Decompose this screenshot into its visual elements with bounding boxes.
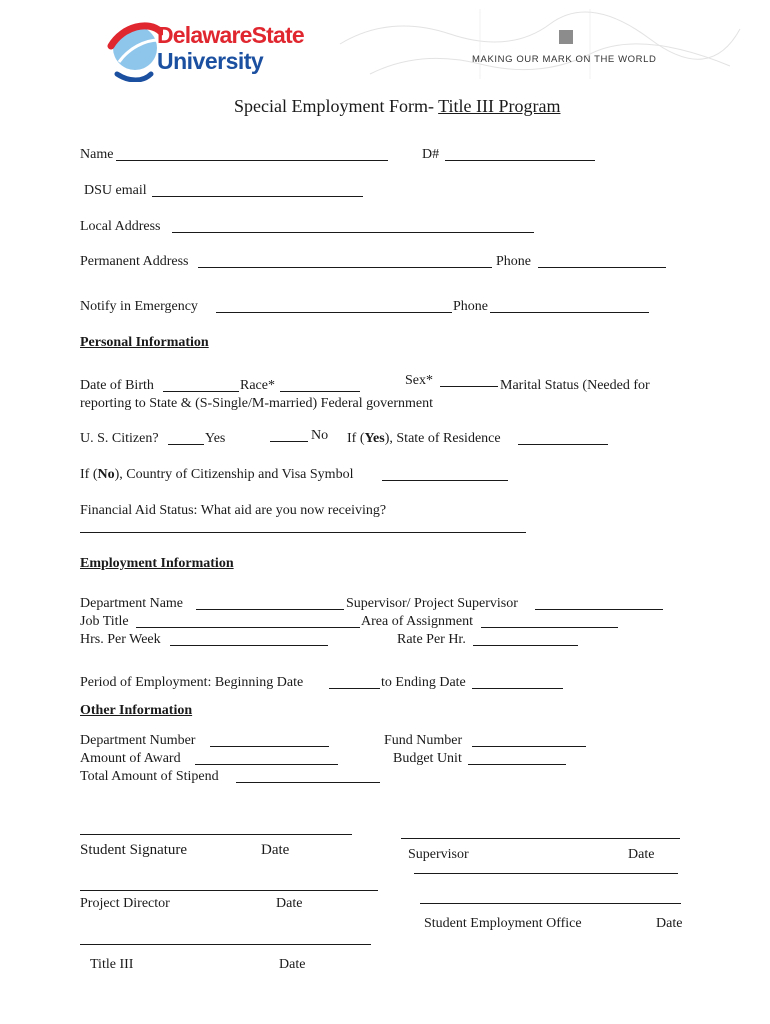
period-label: Period of Employment: Beginning Date xyxy=(80,675,304,690)
area-assignment-label: Area of Assignment xyxy=(361,614,473,629)
student-signature-label: Student Signature xyxy=(80,842,188,858)
ending-date-label: to Ending Date xyxy=(381,675,466,690)
race-label: Race* xyxy=(240,378,275,393)
logo-line-2: University xyxy=(157,48,264,74)
phone-field[interactable] xyxy=(538,267,666,268)
d-number-field[interactable] xyxy=(445,160,595,161)
project-director-label: Project Director xyxy=(80,896,170,911)
title-iii-label: Title III xyxy=(90,957,134,972)
supervisor-signature-label: Supervisor xyxy=(408,847,469,862)
decorative-square xyxy=(559,30,573,44)
marital-status-label: Marital Status (Needed for xyxy=(500,378,650,393)
department-name-field[interactable] xyxy=(196,609,344,610)
amount-award-label: Amount of Award xyxy=(80,751,181,766)
total-stipend-field[interactable] xyxy=(236,782,380,783)
student-signature-date-label: Date xyxy=(261,842,290,858)
race-field[interactable] xyxy=(280,391,360,392)
sex-field[interactable] xyxy=(440,386,498,387)
supervisor-label: Supervisor/ Project Supervisor xyxy=(346,596,518,611)
hours-label: Hrs. Per Week xyxy=(80,632,161,647)
local-address-field[interactable] xyxy=(172,232,534,233)
state-residence-field[interactable] xyxy=(518,444,608,445)
if-no-close: ), Country of Citizenship and Visa Symbol xyxy=(114,467,354,482)
emergency-label: Notify in Emergency xyxy=(80,299,198,314)
supervisor-signature-line[interactable] xyxy=(401,838,680,839)
ending-date-field[interactable] xyxy=(472,688,563,689)
emergency-phone-label: Phone xyxy=(453,299,488,314)
if-no-bold: No xyxy=(97,467,115,482)
beginning-date-field[interactable] xyxy=(329,688,380,689)
globe-icon xyxy=(105,18,163,82)
if-no-open: If ( xyxy=(80,467,98,482)
if-yes-close: ), State of Residence xyxy=(384,431,501,446)
university-logo xyxy=(105,18,325,84)
other-info-heading: Other Information xyxy=(80,703,193,718)
title-iii-date-label: Date xyxy=(279,957,306,972)
budget-unit-label: Budget Unit xyxy=(393,751,462,766)
student-employment-office-label: Student Employment Office xyxy=(424,916,582,931)
form-title-prefix: Special Employment Form- xyxy=(234,96,439,116)
financial-aid-label: Financial Aid Status: What aid are you now receiving? xyxy=(80,503,387,518)
job-title-label: Job Title xyxy=(80,614,129,629)
citizen-no-field[interactable] xyxy=(270,441,308,442)
emergency-phone-field[interactable] xyxy=(490,312,649,313)
employment-info-heading: Employment Information xyxy=(80,556,234,571)
area-assignment-field[interactable] xyxy=(481,627,618,628)
reporting-note: reporting to State & (S-Single/M-married) Federal government xyxy=(80,396,434,411)
dob-field[interactable] xyxy=(163,391,239,392)
no-label: No xyxy=(311,428,329,443)
permanent-address-field[interactable] xyxy=(198,267,492,268)
student-employment-office-date-label: Date xyxy=(656,916,683,931)
if-yes-bold: Yes xyxy=(364,431,385,446)
amount-award-field[interactable] xyxy=(195,764,338,765)
dob-label: Date of Birth xyxy=(80,378,154,393)
state-residence-label xyxy=(347,430,501,447)
fund-number-field[interactable] xyxy=(472,746,586,747)
country-citizenship-field[interactable] xyxy=(382,480,508,481)
form-title xyxy=(234,95,560,117)
d-number-label: D# xyxy=(422,147,440,162)
phone-label: Phone xyxy=(496,254,531,269)
hours-field[interactable] xyxy=(170,645,328,646)
sex-label: Sex* xyxy=(405,373,433,388)
country-citizenship-label xyxy=(80,466,353,483)
project-director-line[interactable] xyxy=(80,890,378,891)
citizen-label: U. S. Citizen? xyxy=(80,431,159,446)
rate-field[interactable] xyxy=(473,645,578,646)
name-label: Name xyxy=(80,147,114,162)
department-name-label: Department Name xyxy=(80,596,184,611)
dsu-email-field[interactable] xyxy=(152,196,363,197)
name-field[interactable] xyxy=(116,160,388,161)
fund-number-label: Fund Number xyxy=(384,733,463,748)
rate-label: Rate Per Hr. xyxy=(397,632,466,647)
supervisor-date-line[interactable] xyxy=(414,873,678,874)
student-signature-line[interactable] xyxy=(80,834,352,835)
department-number-field[interactable] xyxy=(210,746,329,747)
permanent-address-label: Permanent Address xyxy=(80,254,189,269)
project-director-date-label: Date xyxy=(276,896,303,911)
tagline: MAKING OUR MARK ON THE WORLD xyxy=(472,54,657,65)
job-title-field[interactable] xyxy=(136,627,360,628)
department-number-label: Department Number xyxy=(80,733,196,748)
yes-label: Yes xyxy=(205,431,226,446)
budget-unit-field[interactable] xyxy=(468,764,566,765)
supervisor-date-label: Date xyxy=(628,847,655,862)
local-address-label: Local Address xyxy=(80,219,161,234)
title-iii-line[interactable] xyxy=(80,944,371,945)
total-stipend-label: Total Amount of Stipend xyxy=(80,769,219,784)
logo-line-1: DelawareState xyxy=(157,22,304,48)
student-employment-office-line[interactable] xyxy=(420,903,681,904)
dsu-email-label: DSU email xyxy=(84,183,147,198)
supervisor-field[interactable] xyxy=(535,609,663,610)
emergency-field[interactable] xyxy=(216,312,452,313)
financial-aid-field[interactable] xyxy=(80,532,526,533)
citizen-yes-field[interactable] xyxy=(168,444,204,445)
form-title-program: Title III Program xyxy=(438,96,561,116)
world-map-watermark xyxy=(330,4,750,84)
if-yes-open: If ( xyxy=(347,431,365,446)
personal-info-heading: Personal Information xyxy=(80,335,209,350)
